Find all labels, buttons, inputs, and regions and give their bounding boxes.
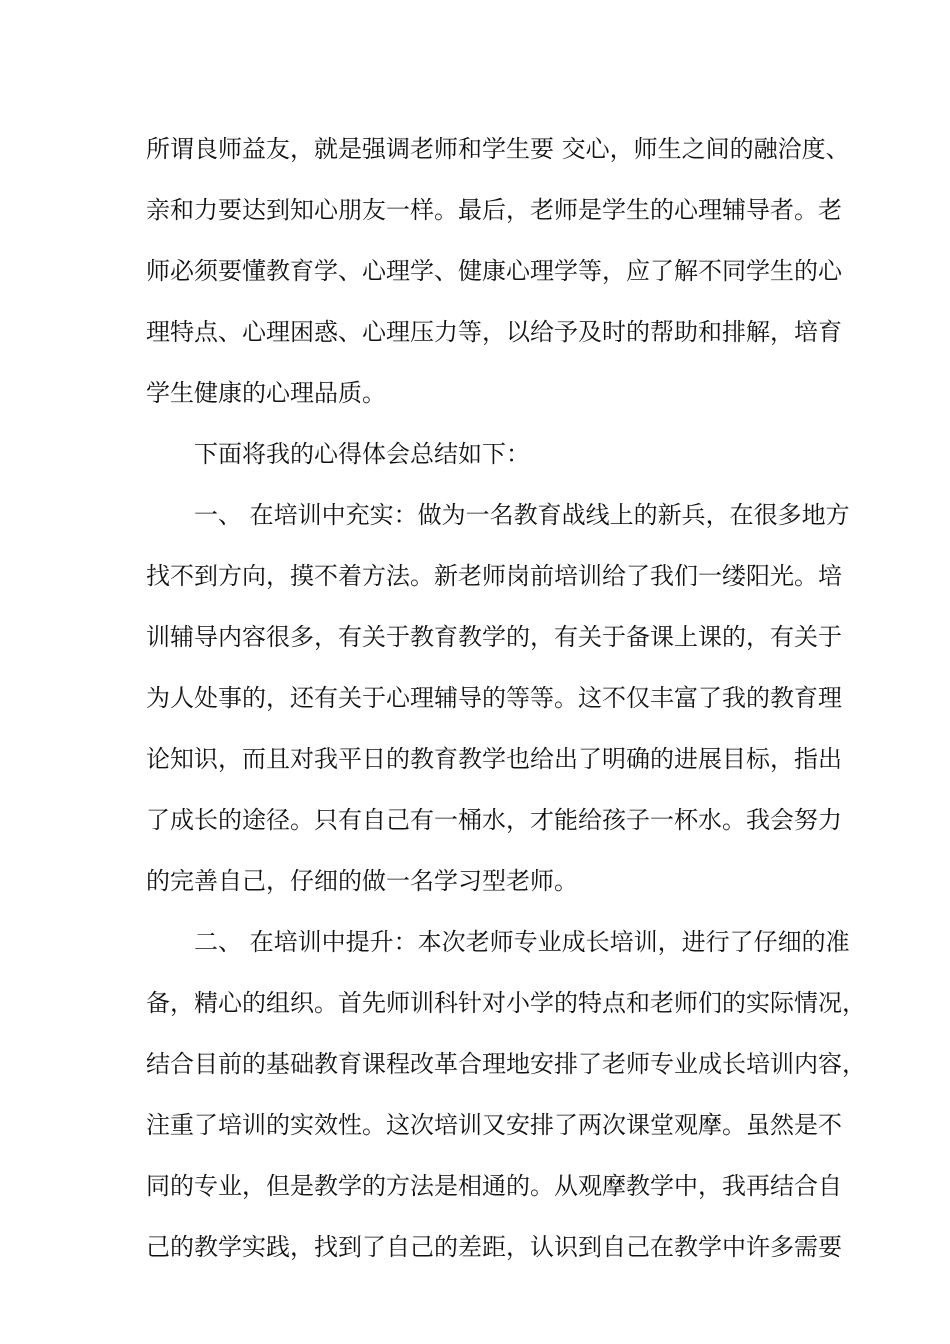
text-line: 的完善自己，仔细的做一名学习型老师。 bbox=[146, 867, 578, 895]
paragraph-intro: 下面将我的心得体会总结如下： bbox=[194, 440, 530, 468]
text-line: 同的专业，但是教学的方法是相通的。从观摩教学中，我再结合自 bbox=[146, 1172, 842, 1200]
text-line: 了成长的途径。只有自己有一桶水，才能给孩子一杯水。我会努力 bbox=[146, 806, 842, 834]
text-line: 亲和力要达到知心朋友一样。最后，老师是学生的心理辅导者。老 bbox=[146, 196, 842, 224]
text-line: 论知识，而且对我平日的教育教学也给出了明确的进展目标，指出 bbox=[146, 745, 842, 773]
text-line: 训辅导内容很多，有关于教育教学的，有关于备课上课的，有关于 bbox=[146, 623, 842, 651]
text-line: 己的教学实践，找到了自己的差距，认识到自己在教学中许多需要 bbox=[146, 1233, 842, 1261]
section-heading-2: 二、 在培训中提升：本次老师专业成长培训，进行了仔细的准 bbox=[194, 928, 850, 956]
text-line: 结合目前的基础教育课程改革合理地安排了老师专业成长培训内容， bbox=[146, 1050, 866, 1078]
text-line: 师必须要懂教育学、心理学、健康心理学等，应了解不同学生的心 bbox=[146, 257, 842, 285]
section-heading-1: 一、 在培训中充实：做为一名教育战线上的新兵，在很多地方 bbox=[194, 501, 850, 529]
text-line: 备，精心的组织。首先师训科针对小学的特点和老师们的实际情况， bbox=[146, 989, 866, 1017]
text-line: 为人处事的，还有关于心理辅导的等等。这不仅丰富了我的教育理 bbox=[146, 684, 842, 712]
text-line: 学生健康的心理品质。 bbox=[146, 379, 386, 407]
text-line: 注重了培训的实效性。这次培训又安排了两次课堂观摩。虽然是不 bbox=[146, 1111, 842, 1139]
text-line: 所谓良师益友，就是强调老师和学生要 交心，师生之间的融洽度、 bbox=[146, 135, 850, 163]
text-line: 找不到方向，摸不着方法。新老师岗前培训给了我们一缕阳光。培 bbox=[146, 562, 842, 590]
text-line: 理特点、心理困惑、心理压力等，以给予及时的帮助和排解，培育 bbox=[146, 318, 842, 346]
